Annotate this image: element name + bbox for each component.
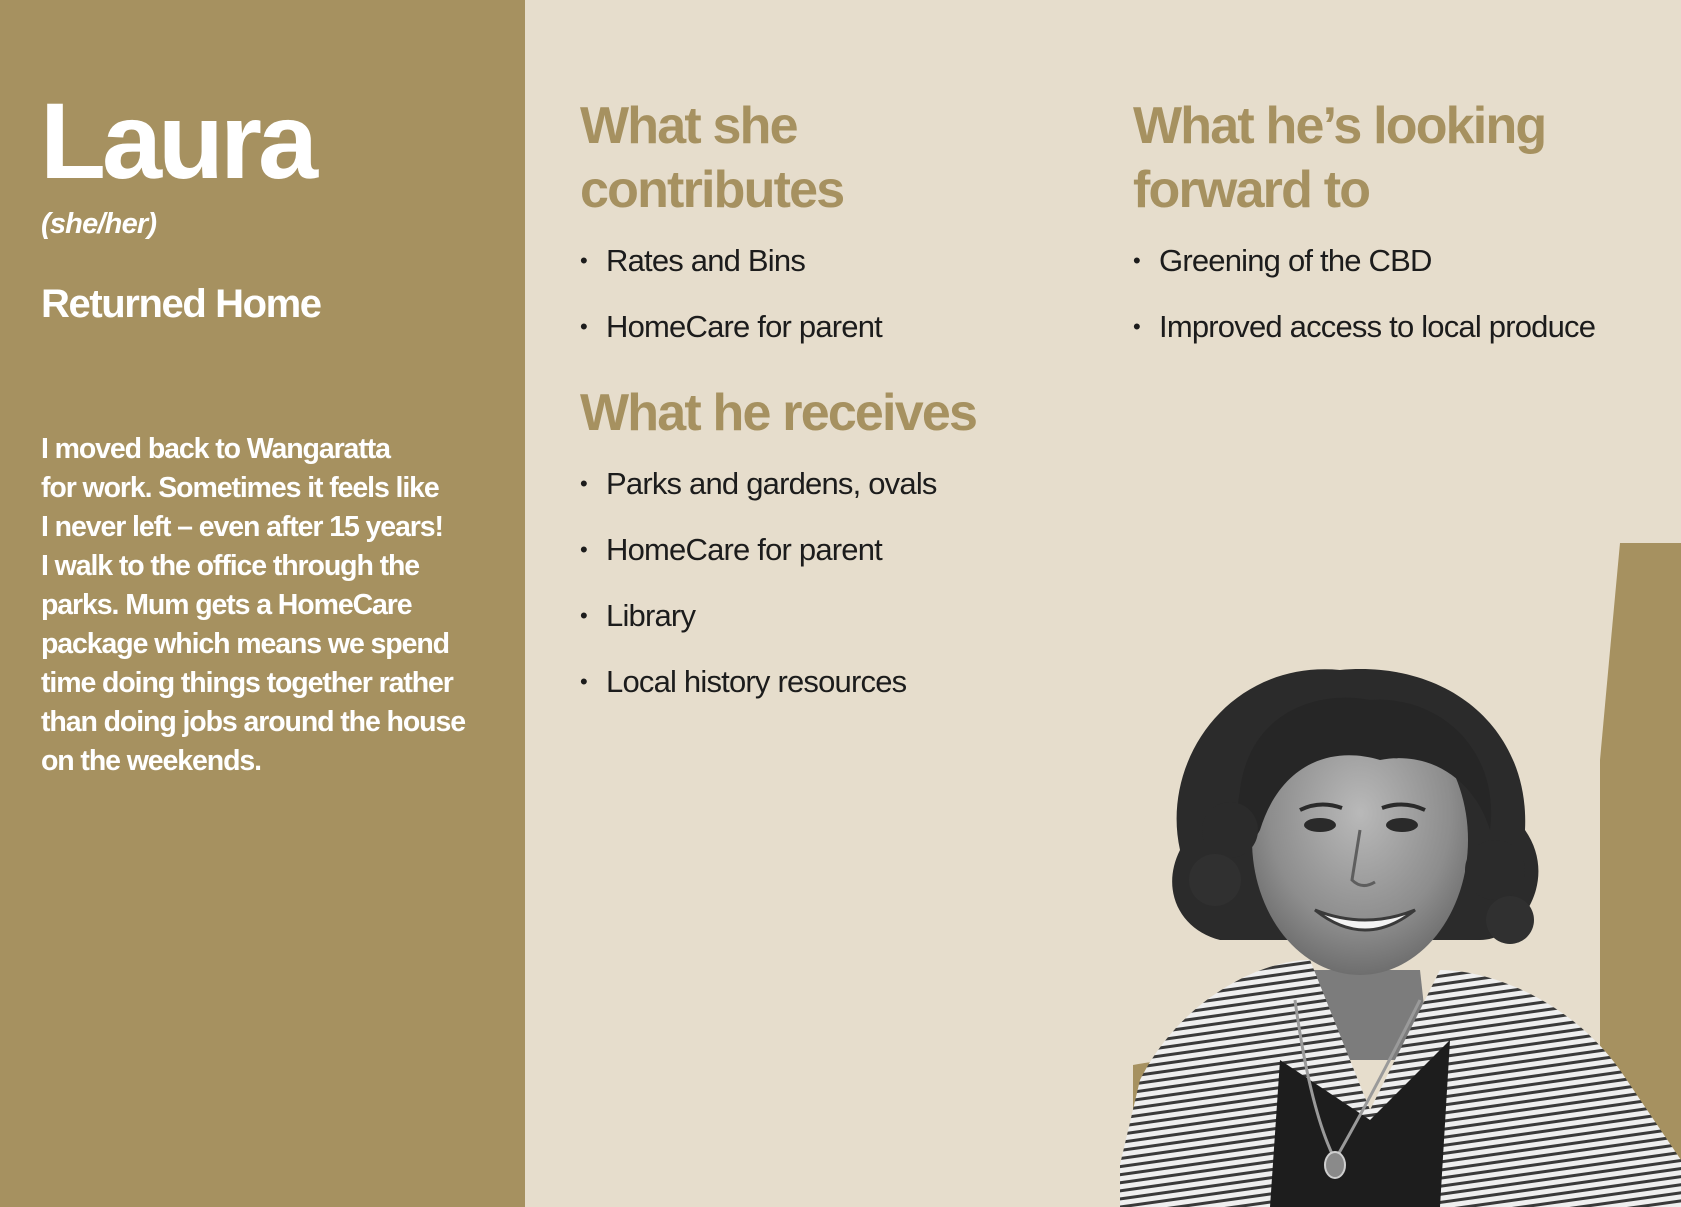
heading-line: What he receives	[580, 384, 977, 442]
receives-list	[580, 465, 976, 701]
heading-line: What he’s looking	[1133, 97, 1546, 155]
bullet-icon: •	[580, 603, 587, 628]
list-item-label: Improved access to local produce	[1159, 309, 1596, 344]
pendant	[1325, 1152, 1345, 1178]
heading-line: What she	[580, 97, 797, 155]
heading-line: forward to	[1133, 161, 1370, 219]
quote-line: I never left – even after 15 years!	[41, 511, 443, 543]
contributes-heading	[580, 94, 882, 222]
list-item	[580, 465, 976, 503]
looking-forward-section	[1133, 94, 1595, 374]
bullet-icon: •	[580, 248, 587, 273]
list-item-label: Local history resources	[606, 664, 907, 699]
list-item	[580, 242, 882, 280]
looking-forward-heading	[1133, 94, 1595, 222]
bullet-icon: •	[1133, 248, 1140, 273]
receives-heading	[580, 381, 976, 445]
profile-pronouns: (she/her)	[41, 208, 157, 240]
contributes-section	[580, 94, 882, 374]
quote-line: time doing things together rather	[41, 667, 453, 699]
quote-line: I walk to the office through the	[41, 550, 420, 582]
profile-subtitle: Returned Home	[41, 282, 321, 326]
profile-name: Laura	[40, 80, 315, 201]
list-item-label: Parks and gardens, ovals	[606, 466, 937, 501]
receives-section	[580, 381, 976, 729]
bullet-icon: •	[580, 537, 587, 562]
contributes-list	[580, 242, 882, 346]
list-item	[580, 531, 976, 569]
quote-line: package which means we spend	[41, 628, 449, 660]
quote-line: parks. Mum gets a HomeCare	[41, 589, 412, 621]
portrait-illustration	[1120, 640, 1681, 1207]
heading-line: contributes	[580, 161, 844, 219]
quote-line: for work. Sometimes it feels like	[41, 472, 439, 504]
list-item	[580, 308, 882, 346]
list-item	[1133, 242, 1595, 280]
list-item-label: Library	[606, 598, 696, 633]
list-item	[580, 597, 976, 635]
bullet-icon: •	[580, 669, 587, 694]
list-item-label: HomeCare for parent	[606, 532, 882, 567]
bullet-icon: •	[580, 471, 587, 496]
portrait-photo	[1120, 640, 1681, 1207]
quote-line: I moved back to Wangaratta	[41, 433, 390, 465]
list-item	[1133, 308, 1595, 346]
looking-forward-list	[1133, 242, 1595, 346]
list-item-label: Greening of the CBD	[1159, 243, 1432, 278]
list-item	[580, 663, 976, 701]
list-item-label: Rates and Bins	[606, 243, 806, 278]
list-item-label: HomeCare for parent	[606, 309, 882, 344]
quote-line: than doing jobs around the house	[41, 706, 465, 738]
quote-line: on the weekends.	[41, 745, 261, 777]
bullet-icon: •	[1133, 314, 1140, 339]
bullet-icon: •	[580, 314, 587, 339]
